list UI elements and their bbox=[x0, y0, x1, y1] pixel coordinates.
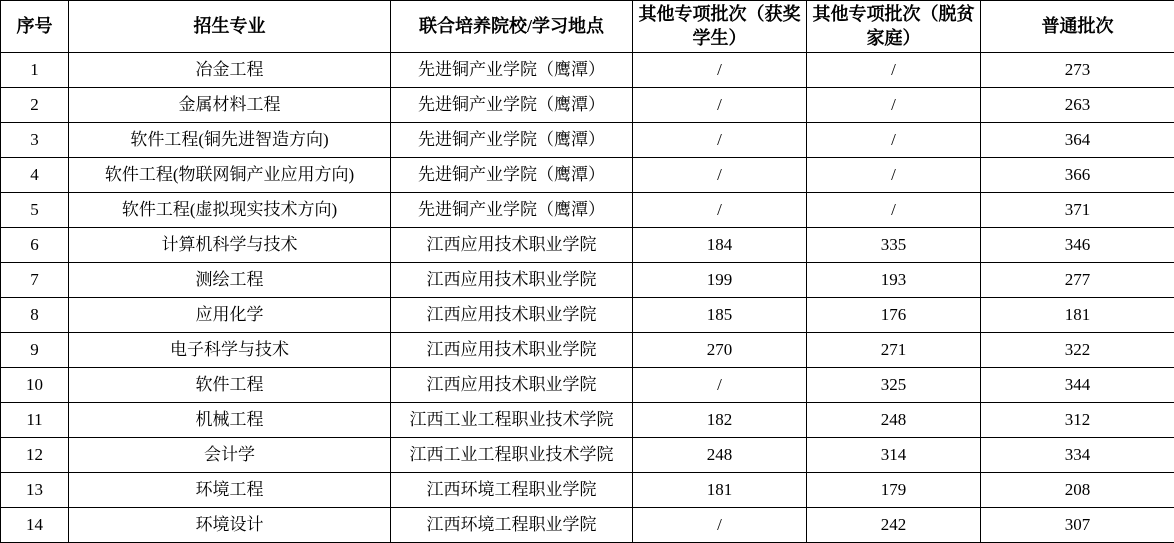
cell-index: 4 bbox=[1, 158, 69, 193]
table-row bbox=[1, 438, 1174, 473]
cell-award: 181 bbox=[633, 473, 807, 508]
cell-major: 软件工程 bbox=[69, 368, 391, 403]
cell-award: / bbox=[633, 53, 807, 88]
cell-poverty: / bbox=[807, 53, 981, 88]
cell-award: 248 bbox=[633, 438, 807, 473]
table-row bbox=[1, 53, 1174, 88]
table-row bbox=[1, 333, 1174, 368]
cell-school: 江西应用技术职业学院 bbox=[391, 298, 633, 333]
cell-index: 13 bbox=[1, 473, 69, 508]
cell-school: 江西工业工程职业技术学院 bbox=[391, 438, 633, 473]
cell-poverty: / bbox=[807, 193, 981, 228]
cell-normal: 263 bbox=[981, 88, 1174, 123]
table-row bbox=[1, 123, 1174, 158]
cell-award: / bbox=[633, 193, 807, 228]
cell-award: / bbox=[633, 368, 807, 403]
cell-award: / bbox=[633, 508, 807, 543]
column-header-school: 联合培养院校/学习地点 bbox=[391, 1, 633, 53]
table-row bbox=[1, 403, 1174, 438]
cell-index: 14 bbox=[1, 508, 69, 543]
cell-school: 先进铜产业学院（鹰潭） bbox=[391, 53, 633, 88]
cell-major: 应用化学 bbox=[69, 298, 391, 333]
table-row bbox=[1, 508, 1174, 543]
cell-major: 软件工程(物联网铜产业应用方向) bbox=[69, 158, 391, 193]
cell-major: 环境设计 bbox=[69, 508, 391, 543]
cell-poverty: 176 bbox=[807, 298, 981, 333]
cell-poverty: / bbox=[807, 158, 981, 193]
cell-index: 11 bbox=[1, 403, 69, 438]
cell-poverty: 179 bbox=[807, 473, 981, 508]
cell-major: 环境工程 bbox=[69, 473, 391, 508]
cell-index: 9 bbox=[1, 333, 69, 368]
cell-index: 10 bbox=[1, 368, 69, 403]
cell-school: 江西应用技术职业学院 bbox=[391, 263, 633, 298]
table-row bbox=[1, 193, 1174, 228]
cell-index: 7 bbox=[1, 263, 69, 298]
table-row bbox=[1, 263, 1174, 298]
table-row bbox=[1, 88, 1174, 123]
cell-poverty: 325 bbox=[807, 368, 981, 403]
cell-school: 先进铜产业学院（鹰潭） bbox=[391, 193, 633, 228]
cell-poverty: 271 bbox=[807, 333, 981, 368]
column-header-special-award: 其他专项批次（获奖学生） bbox=[633, 1, 807, 53]
cell-normal: 366 bbox=[981, 158, 1174, 193]
cell-major: 机械工程 bbox=[69, 403, 391, 438]
cell-index: 3 bbox=[1, 123, 69, 158]
table-header bbox=[1, 1, 1174, 53]
cell-index: 8 bbox=[1, 298, 69, 333]
cell-poverty: 248 bbox=[807, 403, 981, 438]
cell-normal: 312 bbox=[981, 403, 1174, 438]
cell-school: 江西环境工程职业学院 bbox=[391, 508, 633, 543]
cell-major: 电子科学与技术 bbox=[69, 333, 391, 368]
cell-normal: 208 bbox=[981, 473, 1174, 508]
cell-award: 270 bbox=[633, 333, 807, 368]
cell-award: / bbox=[633, 123, 807, 158]
column-header-special-poverty: 其他专项批次（脱贫家庭） bbox=[807, 1, 981, 53]
table-row bbox=[1, 368, 1174, 403]
cell-poverty: 314 bbox=[807, 438, 981, 473]
cell-normal: 322 bbox=[981, 333, 1174, 368]
cell-normal: 277 bbox=[981, 263, 1174, 298]
cell-major: 会计学 bbox=[69, 438, 391, 473]
cell-school: 江西工业工程职业技术学院 bbox=[391, 403, 633, 438]
cell-normal: 334 bbox=[981, 438, 1174, 473]
cell-index: 5 bbox=[1, 193, 69, 228]
cell-index: 6 bbox=[1, 228, 69, 263]
cell-normal: 371 bbox=[981, 193, 1174, 228]
cell-school: 先进铜产业学院（鹰潭） bbox=[391, 123, 633, 158]
table-row bbox=[1, 228, 1174, 263]
column-header-major: 招生专业 bbox=[69, 1, 391, 53]
cell-school: 江西应用技术职业学院 bbox=[391, 333, 633, 368]
cell-award: 199 bbox=[633, 263, 807, 298]
cell-normal: 307 bbox=[981, 508, 1174, 543]
cell-school: 江西应用技术职业学院 bbox=[391, 368, 633, 403]
cell-normal: 344 bbox=[981, 368, 1174, 403]
table-row bbox=[1, 158, 1174, 193]
cell-normal: 364 bbox=[981, 123, 1174, 158]
column-header-normal: 普通批次 bbox=[981, 1, 1174, 53]
cell-normal: 181 bbox=[981, 298, 1174, 333]
cell-major: 软件工程(铜先进智造方向) bbox=[69, 123, 391, 158]
cell-school: 江西环境工程职业学院 bbox=[391, 473, 633, 508]
cell-major: 软件工程(虚拟现实技术方向) bbox=[69, 193, 391, 228]
cell-major: 冶金工程 bbox=[69, 53, 391, 88]
cell-major: 计算机科学与技术 bbox=[69, 228, 391, 263]
cell-poverty: 335 bbox=[807, 228, 981, 263]
cell-award: / bbox=[633, 158, 807, 193]
table-row bbox=[1, 473, 1174, 508]
cell-index: 2 bbox=[1, 88, 69, 123]
table-body bbox=[1, 53, 1174, 543]
cell-index: 1 bbox=[1, 53, 69, 88]
cell-normal: 273 bbox=[981, 53, 1174, 88]
cell-poverty: / bbox=[807, 88, 981, 123]
cell-school: 先进铜产业学院（鹰潭） bbox=[391, 158, 633, 193]
cell-poverty: 242 bbox=[807, 508, 981, 543]
header-row bbox=[1, 1, 1174, 53]
cell-award: 182 bbox=[633, 403, 807, 438]
cell-school: 先进铜产业学院（鹰潭） bbox=[391, 88, 633, 123]
table-row bbox=[1, 298, 1174, 333]
cell-major: 金属材料工程 bbox=[69, 88, 391, 123]
cell-school: 江西应用技术职业学院 bbox=[391, 228, 633, 263]
column-header-index: 序号 bbox=[1, 1, 69, 53]
cell-poverty: / bbox=[807, 123, 981, 158]
cell-award: / bbox=[633, 88, 807, 123]
cell-poverty: 193 bbox=[807, 263, 981, 298]
cell-normal: 346 bbox=[981, 228, 1174, 263]
cell-index: 12 bbox=[1, 438, 69, 473]
cell-award: 184 bbox=[633, 228, 807, 263]
cell-major: 测绘工程 bbox=[69, 263, 391, 298]
cell-award: 185 bbox=[633, 298, 807, 333]
